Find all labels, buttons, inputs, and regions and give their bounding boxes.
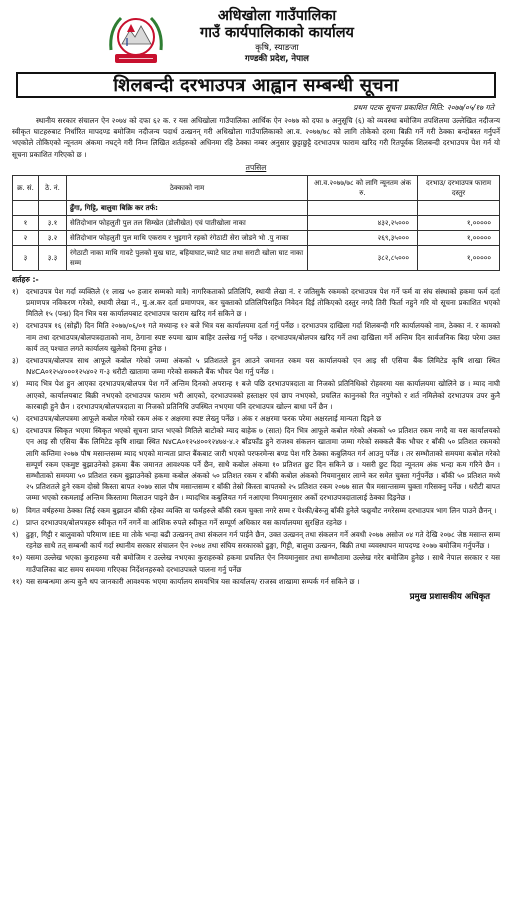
row-contract-no: ३.३ — [39, 245, 67, 270]
notice-title: शिलबन्दी दरभाउपत्र आह्वान सम्बन्धी सूचना — [113, 75, 399, 96]
term-number: ६) — [12, 426, 19, 436]
row-sn: १ — [13, 215, 39, 230]
row-contract-name: सेतिदोभान फोहलुती पुल माथि एकराय र भुइगाने रहको रंगेठाटी सेरा जोडने भो .पु नाका — [67, 230, 308, 245]
terms-heading: शर्तहरु :- — [12, 274, 39, 284]
term-item — [12, 529, 500, 551]
term-text: यस सम्बन्धमा अन्य कुनै थप जानकारी आवश्यक भएमा कार्यालय समयभित्र यस कार्यालय/ राजस्व शाखामा सम्पर्क गर्न सकिने छ । — [26, 576, 360, 586]
term-item — [12, 425, 500, 503]
term-text: दरभाउपत्र पेश गर्दा व्यक्तिले (१ लाख ५० हजार सम्मको मात्रै) नागरिकताको प्रतिलिपि, स्थायी लेखा नं. र जतिसुकै रकमको दरभाउपत्र पेश गर्ने फर्म वा संघ संस्थाको हकमा फर्म दर्ता प्रमाणपत्र नविकरण गरेको, स्थायी लेखा नं., मु.अ.कर दर्ता प्रमाणपत्र, कर चुक्ताको प्रतिलिपिसहित निवेदन दिई तोकिएको दस्तुर नगदै तिरी फिर्ता नहुने गरि यो सूचना प्रकाशित भएको मितिले १५ (पन्ध्र) दिन भित्र यस कार्यालयबाट दरभाउपत्र फाराम खरिद गर्न सकिने छ । — [26, 286, 500, 319]
term-number: १०) — [12, 553, 23, 563]
row-contract-name: सेतिदोभान फोहलुती पुल तल सिम्खेत (डोलीखेत) एवं पातीखोला नाका — [67, 215, 308, 230]
term-number: १) — [12, 286, 19, 296]
term-item — [12, 320, 500, 354]
table-row — [13, 245, 500, 270]
term-number: ८) — [12, 517, 19, 527]
term-item — [12, 355, 500, 377]
term-number: ३) — [12, 356, 19, 366]
term-text: दरभाउपत्र/बोलपत्र साथ आफूले कबोल गरेको जम्मा अंकको ५ प्रतिशतले हुन आउने जमानत रकम यस कार्यालयको एन आइ सी एसिया बैंक लिमिटेड कृषि शाखा स्थित N४CA०१२५४०००१२५४०२ ग-३ धरौटी खातामा जम्मा गरेको सक्कलै बैंक भौचर पेश गर्नु पर्नेछ । — [26, 356, 500, 377]
schedule-label: तपसिल — [245, 162, 267, 172]
col-header-sn: क्र. सं. — [13, 175, 39, 200]
table-header-row — [13, 175, 500, 200]
term-item — [12, 517, 500, 528]
term-text: ढुङ्गा, गिट्टी र बालुवाको परिमाण IEE मा तोके भन्दा बढी उत्खनन् तथा संकलन गर्न पाईने छैन, उक्त उत्खनन् तथा संकलन गर्ने अवधी २०७७ असोज ०४ गते देखि २०७८ जेष्ठ मसान्त सम्म रहनेछ साथै तत् सम्बन्धी कार्य गर्दा स्थानीय सरकार संचालन ऐन २०७४ तथा संघिय सरकारको ढुङ्गा, गिट्टी, बालुवा उत्खनन, बिक्री तथा व्यवस्थापन मापदण्ड २०७७ बमोजिम गर्नुपर्नेछ । — [26, 530, 500, 551]
nepal-emblem-icon — [105, 10, 167, 68]
row-sn: २ — [13, 230, 39, 245]
term-text: यसमा उल्लेख भएका कुराहरुमा यसै बमोजिम र उल्लेख नभएका कुराहरुको हकमा प्रचलित ऐन नियमानुसार तथा सम्भौतामा उल्लेख गरेर बमोजिम हुनेछ । साथै नेपाल सरकार र यस गाउँपालिका बाट समय समयमा गरिएका निर्देशनहरुको दरभाउपत्रले पालना गर्नु पर्नेछ — [26, 553, 500, 574]
row-contract-no: ३.२ — [39, 230, 67, 245]
row-sn: ३ — [13, 245, 39, 270]
office-name: गाउँ कार्यपालिकाको कार्यालय — [200, 25, 354, 41]
row-form-fee: १,००००० — [418, 245, 500, 270]
intro-paragraph: स्थानीय सरकार संचालन ऐन २०७४ को दफा ६२ क. र यस अधिखोला गाउँपालिका आर्थिक ऐन २०७७ को दफा ७ अनुसूचि (६) को व्यवस्था बमोजिम तपशिलमा उल्लेखित नदीजन्य स्वीकृत घाटहरुबाट निर्धारित मापदण्ड बमोजिम नदीजन्य पदार्थ उत्खनन् गरी अधिखोला गाउँपालिकाको आ.व. २०७७/७८ को लागि तोकेको दरमा बिक्री गर्ने गरी ठेक्का बन्दोबस्त गर्नुपर्ने भएकोले तोकिएको न्यूनतम अंकमा नघट्ने गरी निम्न लिखित शर्तहरुको अधिनमा रहि ठेक्का नम्बर अनुसार छुट्टाछुट्टै दरभाउपत्र फाराम खरिद गरी रितपूर्वक शिलबन्दी दरभाउपत्र पेश गर्न यो सूचना प्रकाशित गरिएको छ । — [12, 116, 500, 159]
term-item — [12, 413, 500, 424]
term-number: ९) — [12, 530, 19, 540]
row-form-fee: १,००००० — [418, 230, 500, 245]
row-contract-no: ३.१ — [39, 215, 67, 230]
term-text: म्याद भित्र पेश हुन आएका दरभाउपत्र/बोलपत्र पेश गर्ने अन्तिम दिनको अपरान्ह १ बजे पछि दरभाउपत्रदाता वा निजको प्रतिनिधिको रोहवरमा यस कार्यालयमा खोलिने छ । म्याद नाघी आएको, कार्यालयबाट बिक्री नभएको दरभाउपत्र फाराम भरी आएको, दरभाउपत्रको हस्ताक्षर एवं छाप नभएको, प्रचलित कानुनको रित नपुगेको र शर्त नमिलेको दरभाउपत्र उपर कुनै कारबाही हुने छैन । दरभाउपत्र/बोलपत्रदाता वा निजको प्रतिनिधि उपस्थित नभएमा पनि दरभाउपत्र खोल्न बाधा पर्ने छैन । — [26, 379, 500, 411]
row-min-amount: ३८२,८५००० — [308, 245, 418, 270]
signatory-title: प्रमुख प्रशासकीय अधिकृत — [409, 592, 490, 603]
contract-table — [12, 175, 500, 271]
term-item — [12, 505, 500, 516]
row-contract-name: रंगेठाटी नाका माथि गावटे पुलको मुख घाट, बहियाघाट,च्याटे घाट तथा सराटी खोला घाट नाका सम्म — [67, 245, 308, 270]
row-form-fee: १,००००० — [418, 215, 500, 230]
letterhead-text — [162, 8, 392, 65]
term-item — [12, 378, 500, 412]
row-min-amount: ४३२,२५००० — [308, 215, 418, 230]
term-text: दरभाउपत्र स्विकृत भएमा स्विकृत भएको सूचना प्राप्त भएको मितिले बाटोको म्याद बाहेक ७ (सात) दिन भित्र आफूले कबोल गरेको अंकको ५० प्रतिशत रकम नगदै वा यस कार्यालयको एन आइ सी एसिया बैंक लिमिटेड कृषि शाखा स्थित N४CA०१२५४००१२४७४-४.२ बाँडफाँड हुने राजश्व संकलन खातामा जम्मा गरेको सक्कलै बैंक भौचर र बाँकी ५० प्रतिशत रकमको लागि कम्तिमा २०७७ पौष मसान्तसम्म म्याद भएको मान्यता प्राप्त बैंकबाट जारी भएको परफरमेन्स बण्ड पेश गरि ठेक्का कबुलियत गर्न आउनु पर्नेछ । तर सम्भौताको समयमा कबोल गरेको सम्पूर्ण रकम एकमुष्ट बुझाउनेको हकमा बैंक जमानत आवश्यक पर्ने छैन, साथै कबोल अंकमा १० प्रतिशत छुट दिन सकिने छ । यसरी छुट दिदा न्यूनतम अंक भन्दा कम गरिने छैन । सम्भौताको समयमा ५० प्रतिशत रकम बुझाउनेको हकमा कबोल अंकको ५० प्रतिशत रकम र बाँकी कबोल अंकको नियमानुसार लाग्ने कर समेत चुक्ता गर्नुपर्नेछ । बाँकी ५० प्रतिशत मध्ये २५ प्रतिशतले हुने रकम दोस्रो किस्ता बापत २०७७ साल पौष मसान्तसम्म र बाँकी तेस्रो किस्ता बापतको २५ प्रतिशत रकम २०७७ साल चैत्र मसान्तसम्म चुक्ता गरिसक्नु पर्नेछ । धरौटी बापत जम्मा भएको रकमलाई अन्तिम किस्तामा मिलाउन पाइने छैन । म्यादभित्र कबुलियत गर्न नआएमा नियमानुसार अर्को दरभाउपत्रदातालाई ठेक्का दिइनेछ । — [26, 426, 500, 503]
term-text: दरभाउपत्र/बोलपत्रमा आफूले कबोल गरेको रकम अंक र अक्षरमा स्पष्ट लेख्नु पर्नेछ । अंक र अक्षरमा फरक परेमा अक्षरलाई मान्यता दिइने छ — [26, 414, 382, 424]
col-header-contract-name: ठेक्काको नाम — [67, 175, 308, 200]
row-min-amount: २६९,३५००० — [308, 230, 418, 245]
publication-date: प्रथम पटक सूचना प्रकाशित मिति: २०७७/०५/१७ गते — [353, 103, 494, 112]
table-subheading-row — [13, 200, 500, 215]
term-item — [12, 286, 500, 320]
term-number: ७) — [12, 505, 19, 515]
table-row — [13, 215, 500, 230]
col-header-form-fee: दरभाउ/ दरभाउपत्र फाराम दस्तुर — [418, 175, 500, 200]
table-row — [13, 230, 500, 245]
term-number: ४) — [12, 379, 19, 389]
municipality-name: अधिखोला गाउँपालिका — [217, 8, 337, 24]
term-text: प्राप्त दरभाउपत्र/बोलपत्रहरु स्वीकृत गर्ने नगर्ने वा आंशिक रुपले स्वीकृत गर्ने सम्पूर्ण अधिकार यस कार्यालयमा सुरक्षित रहनेछ । — [26, 517, 347, 527]
table-subheading: ढुँगा, गिट्टि, बालुवा बिक्रि कर तर्फ: — [67, 200, 308, 215]
term-text: विगत वर्षहरुमा ठेक्का लिई रकम बुझाउन बाँकी रहेका व्यक्ति वा फर्महरुले बाँकी रकम चुक्ता नगरे सम्म र पेश्की/बेरुजु बाँकी हुनेले फछ्र्यौट नगरेसम्म दरभाउपत्र भाग लिन पाउने छैनन् । — [26, 505, 497, 515]
term-number: ११) — [12, 576, 23, 586]
province-name: गण्डकी प्रदेश, नेपाल — [245, 54, 309, 64]
term-item — [12, 576, 500, 587]
letterhead — [12, 6, 500, 70]
term-number: २) — [12, 321, 19, 331]
term-item — [12, 552, 500, 574]
col-header-contract-no: ठे. नं. — [39, 175, 67, 200]
col-header-min-amount: आ.व.२०७७/७८ को लागि न्यूनतम अंक रु. — [308, 175, 418, 200]
office-address: कृषि, स्याङजा — [255, 43, 299, 53]
term-number: ५) — [12, 414, 19, 424]
notice-title-box — [16, 72, 496, 98]
term-text: दरभाउपत्र १६ (सोह्रौं) दिन मिति २०७७/०६/०१ गते मध्यान्ह १२ बजे भित्र यस कार्यालयमा दर्ता गर्नु पर्नेछ । दरभाउपत्र दाखिला गर्दा शिलबन्दी गरि कार्यालयको नाम, ठेक्का नं. र कामको नाम तथा दरभाउपत्र/बोलपत्रदाताको नाम, ठेगाना स्पष्ट रुपमा खाम बाहिर उल्लेख गर्नु पर्नेछ । दरभाउपत्र/बोलपत्र खरिद गर्ने तथा दाखिला गर्ने अन्तिम दिन सार्वजनिक बिदा परेमा उक्त कार्य तत् पश्चात लगते कार्यालय खुलेको दिनमा हुनेछ । — [26, 321, 500, 353]
